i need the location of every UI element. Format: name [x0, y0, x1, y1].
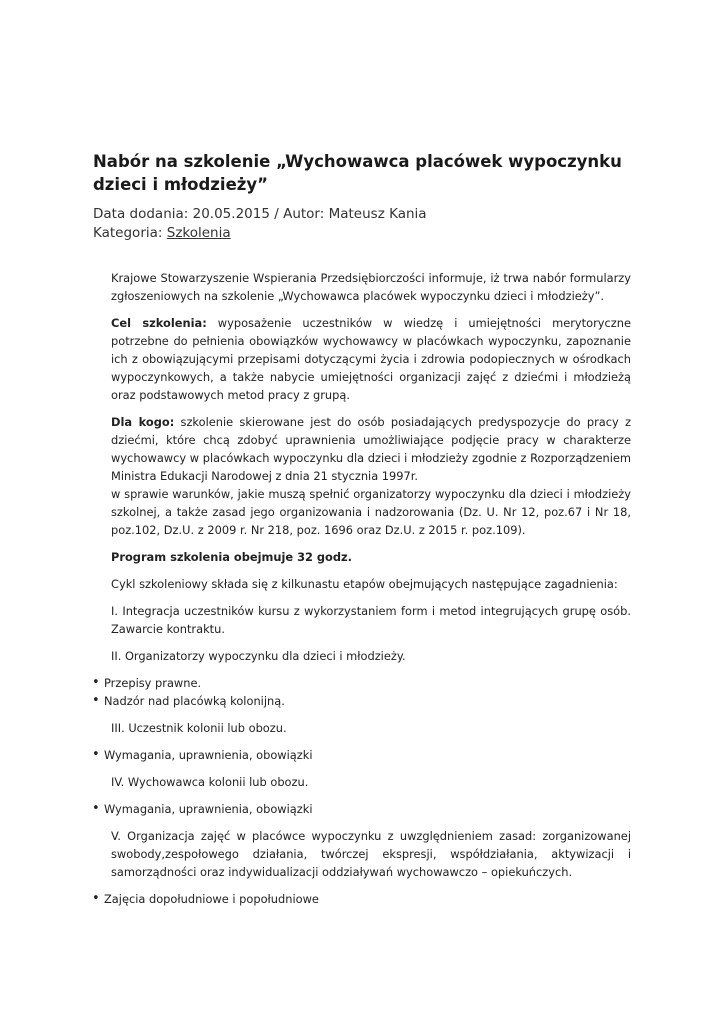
- program-section-heading: V. Organizacja zajęć w placówce wypoczynku z uwzględnieniem zasad: zorganizowanej swobody,zespołowego działania, twórczej ekspresji, współdziałania, aktywizacji i samorządności oraz indywidualizacji oddziaływań wychowawczo – opiekuńczych.: [111, 829, 631, 879]
- program-section-list: [90, 890, 631, 908]
- goal-paragraph: [111, 314, 631, 404]
- author-label: Autor:: [283, 206, 325, 222]
- list-item: • Wymagania, uprawnienia, obowiązki: [104, 746, 631, 764]
- list-item: • Nadzór nad placówką kolonijną.: [104, 692, 631, 710]
- program-sections: [104, 602, 631, 908]
- goal-text: wyposażenie uczestników w wiedzę i umiejętności merytoryczne potrzebne do pełnienia obowiązków wychowawcy w placówkach wypoczynku, zapoznanie ich z obowiązującymi przepisami dotyczącymi życia i zdrowia podopiecznych w ośrodkach wypoczynkowych, a także nabycie umiejętności organizacji zajęć z dziećmi i młodzieżą oraz podstawowych metod pracy z grupą.: [111, 316, 631, 402]
- goal-label: Cel szkolenia:: [111, 316, 207, 330]
- audience-label: Dla kogo:: [111, 415, 175, 429]
- intro-paragraph: Krajowe Stowarzyszenie Wspierania Przedsiębiorczości informuje, iż trwa nabór formularzy zgłoszeniowych na szkolenie „Wychowawca placówek wypoczynku dzieci i młodzieży”.: [111, 271, 631, 303]
- list-item: • Zajęcia dopołudniowe i popołudniowe: [104, 890, 631, 908]
- program-section-list: [90, 674, 631, 710]
- author-value: Mateusz Kania: [328, 206, 427, 222]
- meta-line-category: [93, 224, 653, 243]
- program-section-heading: II. Organizatorzy wypoczynku dla dzieci i młodzieży.: [111, 649, 406, 663]
- program-section-list: [90, 746, 631, 764]
- program-section-heading: IV. Wychowawca kolonii lub obozu.: [111, 775, 309, 789]
- cycle-paragraph: Cykl szkoleniowy składa się z kilkunastu etapów obejmujących następujące zagadnienia:: [111, 577, 618, 591]
- program-section-heading: I. Integracja uczestników kursu z wykorzystaniem form i metod integrujących grupę osób. Zawarcie kontraktu.: [111, 604, 631, 636]
- meta-line-date-author: [93, 205, 653, 224]
- meta-separator: /: [274, 206, 279, 222]
- audience-text-continued: w sprawie warunków, jakie muszą spełnić organizatorzy wypoczynku dla dzieci i młodzieży szkolnej, a także zasad jego organizowania i nadzorowania (Dz. U. Nr 12, poz.67 i Nr 18, poz.102, Dz.U. z 2009 r. Nr 218, poz. 1696 oraz Dz.U. z 2015 r. poz.109).: [111, 487, 631, 537]
- program-heading: Program szkolenia obejmuje 32 godz.: [111, 550, 352, 564]
- program-section-heading: III. Uczestnik kolonii lub obozu.: [111, 721, 287, 735]
- program-section-list: [90, 800, 631, 818]
- category-link[interactable]: Szkolenia: [166, 224, 231, 241]
- date-value: 20.05.2015: [192, 206, 270, 222]
- audience-paragraph: [111, 413, 631, 539]
- article-title: Nabór na szkolenie „Wychowawca placówek wypoczynku dzieci i młodzieży”: [93, 152, 622, 194]
- date-label: Data dodania:: [93, 206, 189, 222]
- article-body: [104, 269, 631, 917]
- article-meta: [93, 205, 653, 242]
- category-label: Kategoria:: [93, 224, 163, 241]
- list-item: • Wymagania, uprawnienia, obowiązki: [104, 800, 631, 818]
- list-item: • Przepisy prawne.: [104, 674, 631, 692]
- audience-text: szkolenie skierowane jest do osób posiadających predyspozycje do pracy z dziećmi, które chcą zdobyć uprawnienia umożliwiające podjęcie pracy w charakterze wychowawcy w placówkach wypoczynku dla dzieci i młodzieży zgodnie z Rozporządzeniem Ministra Edukacji Narodowej z dnia 21 stycznia 1997r.: [111, 415, 631, 483]
